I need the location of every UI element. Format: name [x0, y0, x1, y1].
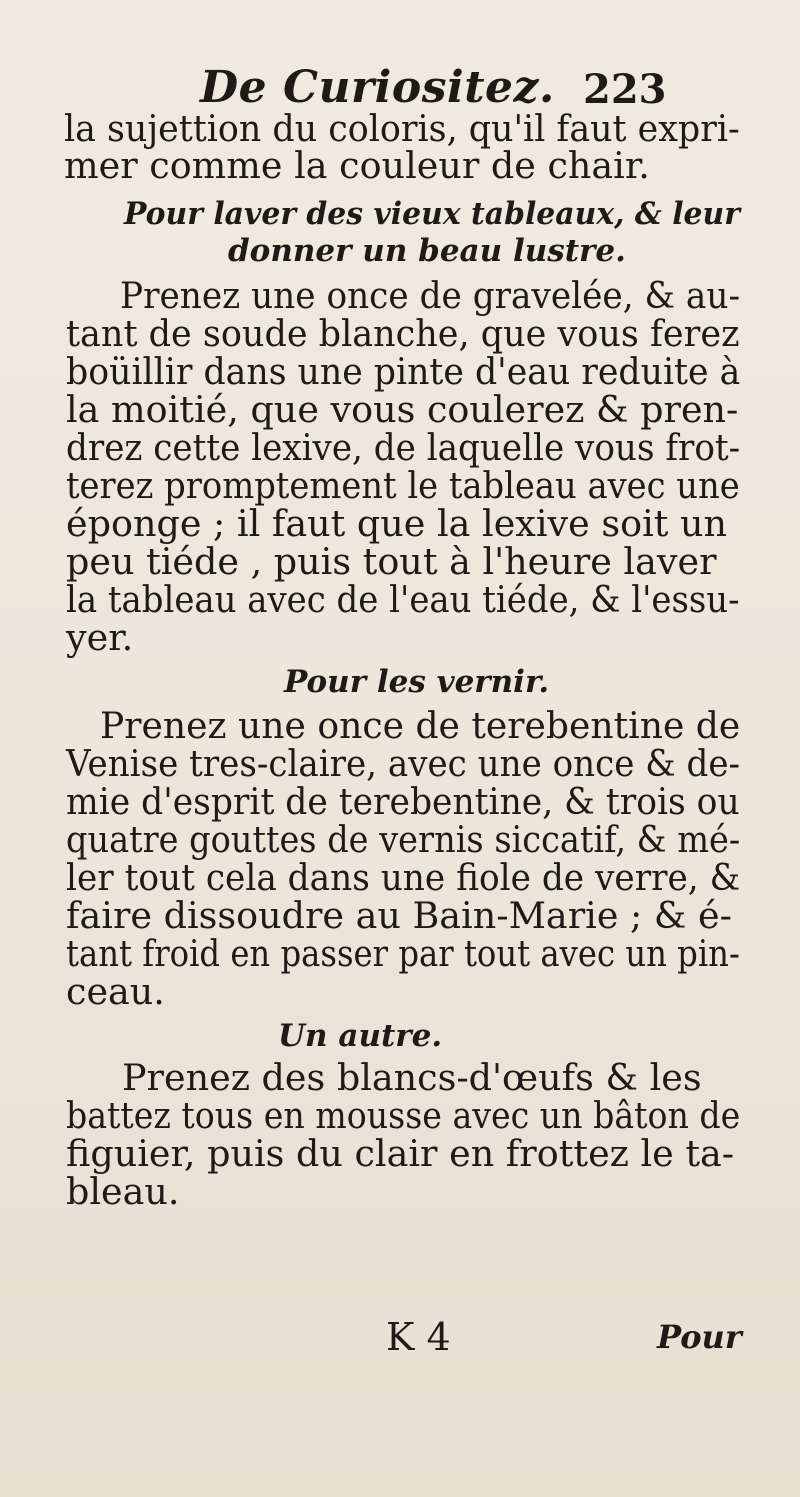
text-line: mie d'esprit de terebentine, & trois ou: [66, 780, 740, 823]
text-line: peu tiéde , puis tout à l'heure laver: [66, 540, 717, 583]
text-line: Venise tres-claire, avec une once & de-: [66, 742, 741, 785]
text-line: tant froid en passer par tout avec un pin-: [66, 932, 740, 975]
text-line: terez promptement le tableau avec une: [66, 464, 740, 507]
text-line: yer.: [66, 616, 134, 659]
text-line: boüillir dans une pinte d'eau reduite à: [66, 350, 741, 393]
section-heading: donner un beau lustre.: [228, 233, 626, 269]
text-line: faire dissoudre au Bain-Marie ; & é-: [66, 894, 732, 937]
text-line: battez tous en mousse avec un bâton de: [66, 1094, 741, 1137]
text-line: la tableau avec de l'eau tiéde, & l'essu-: [66, 578, 740, 621]
text-line: Prenez des blancs-d'œufs & les: [122, 1056, 702, 1099]
text-line: tant de soude blanche, que vous ferez: [66, 312, 740, 355]
text-line: Prenez une once de terebentine de: [100, 704, 741, 747]
section-heading: Un autre.: [278, 1018, 443, 1054]
page-number: 223: [583, 66, 667, 113]
text-line: figuier, puis du clair en frottez le ta-: [66, 1132, 735, 1175]
text-line: quatre gouttes de vernis siccatif, & mé-: [66, 818, 741, 861]
running-header-title: De Curiositez.: [200, 62, 555, 113]
text-line: mer comme la couleur de chair.: [64, 144, 650, 187]
text-line: ceau.: [66, 970, 165, 1013]
text-line: Prenez une once de gravelée, & au-: [120, 274, 741, 317]
text-line: ler tout cela dans une fiole de verre, &: [66, 856, 741, 899]
catchword: Pour: [657, 1318, 742, 1356]
text-line: la sujettion du coloris, qu'il faut expri-: [64, 107, 740, 150]
text-line: bleau.: [66, 1170, 180, 1213]
text-line: drez cette lexive, de laquelle vous frot-: [66, 426, 741, 469]
text-line: éponge ; il faut que la lexive soit un: [66, 502, 728, 545]
section-heading: Pour les vernir.: [284, 664, 550, 700]
text-line: la moitié, que vous coulerez & pren-: [66, 388, 739, 431]
section-heading: Pour laver des vieux tableaux, & leur: [124, 196, 740, 232]
signature-mark: K 4: [386, 1315, 451, 1359]
